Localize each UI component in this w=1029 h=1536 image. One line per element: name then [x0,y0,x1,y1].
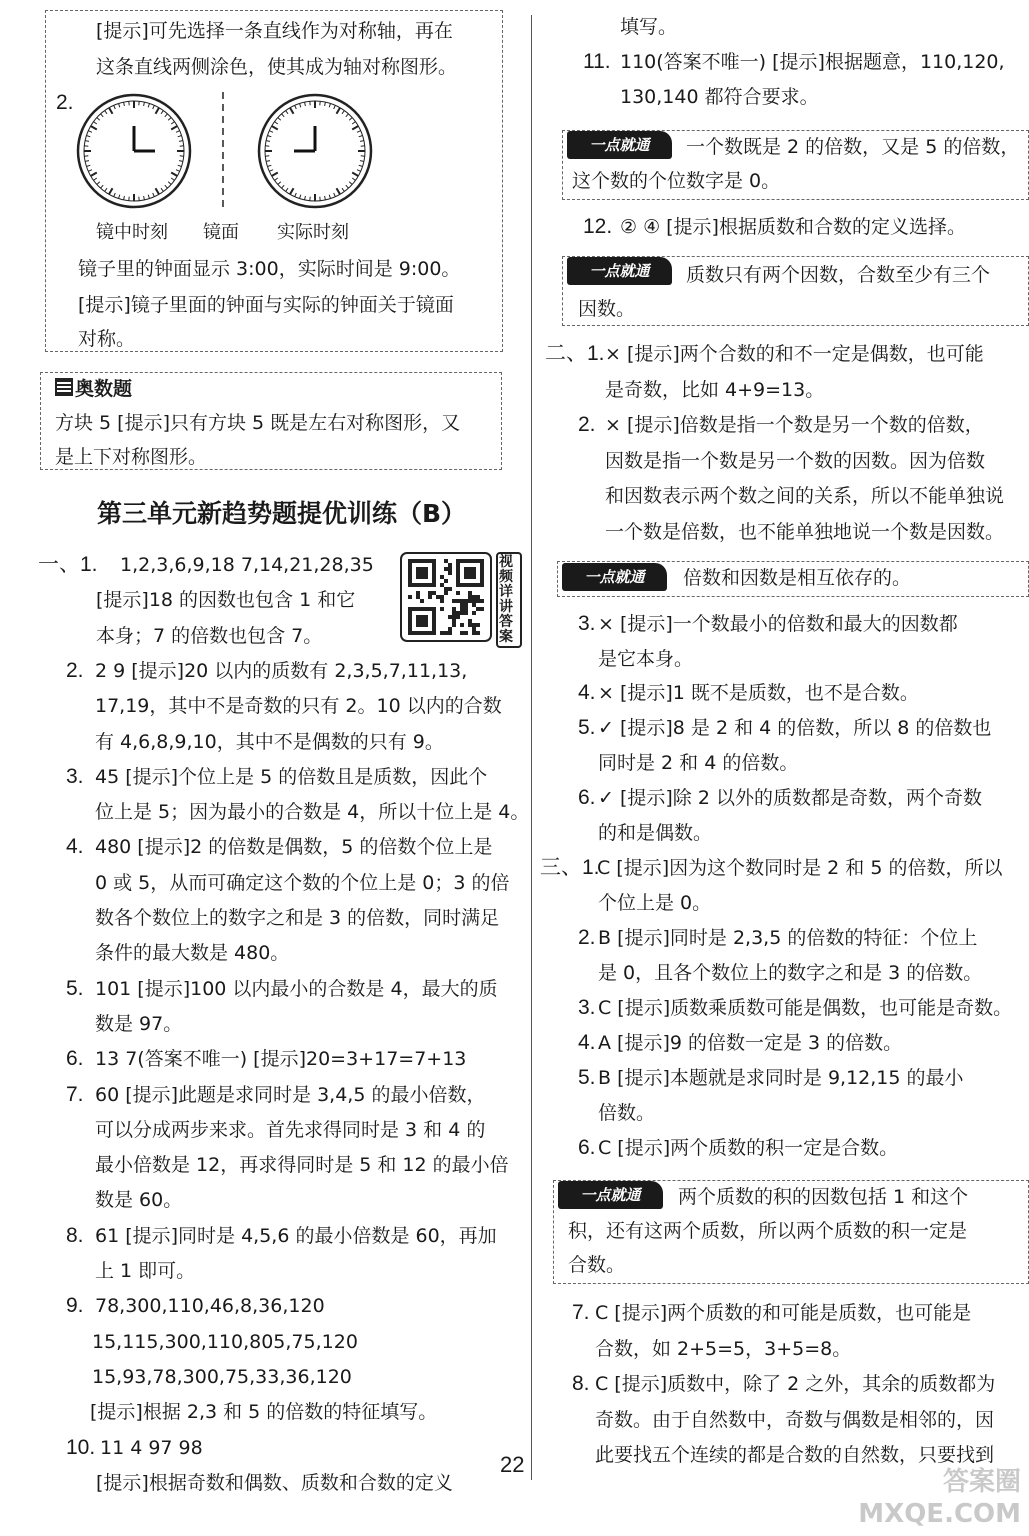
answer-line: [提示]根据 2,3 和 5 的倍数的特征填写。 [90,1401,438,1424]
answer-line: 位上是 5；因为最小的合数是 4，所以十位上是 4。 [95,801,530,824]
q12-text: ② ④ [提示]根据质数和合数的定义选择。 [620,216,966,238]
answer-line: 是 0，且各个数位上的数字之和是 3 的倍数。 [598,962,983,984]
box1-after-2: [提示]镜子里面的钟面与实际的钟面关于镜面 [78,294,454,316]
answer-line: C [提示]两个质数的积一定是合数。 [598,1137,899,1159]
tip4-line-2: 积，还有这两个质数，所以两个质数的积一定是 [568,1220,968,1242]
answer-line: 11 4 97 98 [100,1436,203,1459]
watermark [845,1460,1029,1536]
answer-line: 78,300,110,46,8,36,120 [95,1295,325,1318]
answer-number: 6. [578,1136,596,1159]
caption-mirror: 镜面 [203,222,239,243]
answer-line: 倍数。 [598,1102,656,1124]
answer-line: C [提示]两个质数的和可能是质数，也可能是 [595,1302,972,1324]
answer-number: 6. [66,1047,84,1071]
answer-number: 4. [66,835,84,859]
answer-line: 有 4,6,8,9,10，其中不是偶数的只有 9。 [95,730,444,753]
qr-code-icon [400,552,492,642]
answer-number: 2. [578,926,596,949]
answer-number: 3. [66,764,84,788]
mirror-clock-figure [75,92,385,212]
answer-line: 此要找五个连续的都是合数的自然数，只要找到 [595,1444,995,1466]
tip2-line-2: 因数。 [578,298,636,320]
answer-number: 7. [572,1301,590,1324]
answer-line: 101 [提示]100 以内最小的合数是 4，最大的质 [95,977,498,1000]
answer-line: 数是 97。 [95,1012,183,1035]
answer-number: 2. [66,658,84,682]
answer-line: 填写。 [620,16,678,38]
answer-line: 条件的最大数是 480。 [95,942,290,965]
answer-line: 110(答案不唯一) [提示]根据题意，110,120, [620,51,1005,73]
answer-line: 同时是 2 和 4 的倍数。 [598,752,799,774]
answer-line: × [提示]两个合数的和不一定是偶数，也可能 [605,343,984,365]
answer-line: 13 7(答案不唯一) [提示]20=3+17=7+13 [95,1048,467,1071]
answer-line: 61 [提示]同时是 4,5,6 的最小倍数是 60，再加 [95,1224,497,1247]
answer-line: 最小倍数是 12，再求得同时是 5 和 12 的最小倍 [95,1154,509,1177]
answer-line: 是它本身。 [598,648,694,670]
answer-line: 因数是指一个数是另一个数的因数。因为倍数 [605,449,986,472]
answer-line: ✓ [提示]除 2 以外的质数都是奇数，两个奇数 [598,787,982,809]
answer-line: [提示]根据奇数和偶数、质数和合数的定义 [96,1471,453,1494]
box1-after-1: 镜子里的钟面显示 3:00，实际时间是 9:00。 [78,258,461,280]
answer-number: 11. [583,50,611,73]
question-2-number: 2. [56,91,74,114]
answer-line: 本身；7 的倍数也包含 7。 [96,624,323,647]
aoshu-line-2: 是上下对称图形。 [55,446,208,468]
column-divider [531,15,532,1480]
answer-line: × [提示]1 既不是质数，也不是合数。 [598,682,919,704]
aoshu-heading: 奥数题 [55,374,132,401]
page-number: 22 [500,1452,525,1477]
answer-number: 2. [578,413,596,436]
answer-line: 15,115,300,110,805,75,120 [92,1330,358,1353]
answer-line: 和因数表示两个数之间的关系，所以不能单独说 [605,485,1005,507]
answer-number: 9. [66,1294,84,1318]
answer-line: 的和是偶数。 [598,822,713,844]
answer-line: 60 [提示]此题是求同时是 3,4,5 的最小倍数， [95,1083,486,1106]
answer-line: A [提示]9 的倍数一定是 3 的倍数。 [598,1032,903,1054]
answer-line: 一个数是倍数，也不能单独地说一个数是因数。 [605,520,1005,543]
tip2-line-1: 质数只有两个因数，合数至少有三个 [686,264,991,286]
answer-line: 1,2,3,6,9,18 7,14,21,28,35 [120,554,374,576]
answer-number: 8. [66,1223,84,1247]
answer-number: 4. [578,1031,596,1054]
answer-number: 7. [66,1082,84,1106]
tip-badge-3: 一点就通 [562,563,667,591]
tip1-line-1: 一个数既是 2 的倍数，又是 5 的倍数， [686,136,1020,158]
watermark-text: 答案圈 MXQE.COM [858,1467,1021,1529]
answer-number: 3. [578,996,596,1019]
qr-code[interactable] [400,552,518,645]
q12-number: 12. [583,215,613,238]
answer-number: 8. [572,1372,590,1395]
answer-number: 5. [66,976,84,1000]
answer-line: [提示]18 的因数也包含 1 和它 [96,589,356,612]
answer-number: 5. [578,1066,596,1089]
tip1-line-2: 这个数的个位数字是 0。 [572,170,781,192]
answer-line: ✓ [提示]8 是 2 和 4 的倍数，所以 8 的倍数也 [598,717,992,739]
tip4-line-3: 合数。 [568,1254,626,1276]
answer-line: 130,140 都符合要求。 [620,86,819,108]
answer-line: 可以分成两步来求。首先求得同时是 3 和 4 的 [95,1118,486,1141]
tip-badge-1: 一点就通 [567,131,672,159]
answer-line: 奇数。由于自然数中，奇数与偶数是相邻的，因 [595,1408,995,1431]
answer-line: 合数，如 2+5=5，3+5=8。 [595,1337,852,1360]
section-title: 第三单元新趋势题提优训练（B） [97,499,467,528]
answer-line: C [提示]质数中，除了 2 之外，其余的质数都为 [595,1373,996,1395]
answer-line: 15,93,78,300,75,33,36,120 [92,1365,352,1388]
tip4-line-1: 两个质数的积的因数包括 1 和这个 [678,1186,969,1208]
answer-line: 个位上是 0。 [598,892,712,914]
aoshu-line-1: 方块 5 [提示]只有方块 5 既是左右对称图形，又 [55,412,461,434]
tip3-line-1: 倍数和因数是相互依存的。 [683,567,912,589]
answer-line: 2 9 [提示]20 以内的质数有 2,3,5,7,11,13, [95,659,468,682]
caption-mirror-time: 镜中时刻 [96,222,168,243]
box1-line-1: [提示]可先选择一条直线作为对称轴，再在 [96,20,453,42]
answer-line: 数各个数位上的数字之和是 3 的倍数，同时满足 [95,907,500,929]
box1-line-2: 这条直线两侧涂色，使其成为轴对称图形。 [96,56,458,78]
answer-line: B [提示]本题就是求同时是 9,12,15 的最小 [598,1067,964,1089]
tip-badge-2: 一点就通 [567,257,672,285]
answer-number: 一、1. [38,553,98,576]
answer-line: C [提示]质数乘质数可能是偶数，也可能是奇数。 [598,997,1013,1019]
answer-line: C [提示]因为这个数同时是 2 和 5 的倍数，所以 [597,857,1003,879]
answer-line: 上 1 即可。 [95,1260,196,1282]
answer-number: 5. [578,716,596,739]
qr-label: 视频详讲答案 [496,552,522,648]
answer-line: 0 或 5，从而可确定这个数的个位上是 0；3 的倍 [95,871,510,894]
mirror-clock-icon [78,95,190,207]
answer-line: 45 [提示]个位上是 5 的倍数且是质数，因此个 [95,765,488,788]
answer-number: 6. [578,786,596,809]
answer-number: 10. [66,1435,96,1459]
answer-line: 17,19，其中不是奇数的只有 2。10 以内的合数 [95,695,502,718]
caption-actual-time: 实际时刻 [277,222,349,243]
box1-after-3: 对称。 [78,328,136,350]
answer-line: B [提示]同时是 2,3,5 的倍数的特征：个位上 [598,927,978,949]
tip-badge-4: 一点就通 [558,1181,663,1209]
answer-number: 3. [578,612,596,635]
answer-line: × [提示]倍数是指一个数是另一个数的倍数， [605,414,984,436]
answer-number: 二、1. [545,342,605,365]
answer-line: 是奇数，比如 4+9=13。 [605,378,825,401]
answer-number: 4. [578,681,596,704]
answer-line: 480 [提示]2 的倍数是偶数，5 的倍数个位上是 [95,836,493,859]
actual-clock-icon [259,95,371,207]
aoshu-icon [55,378,73,396]
answer-line: × [提示]一个数最小的倍数和最大的因数都 [598,613,958,635]
answer-line: 数是 60。 [95,1189,183,1212]
answer-number: 三、1. [540,856,600,879]
